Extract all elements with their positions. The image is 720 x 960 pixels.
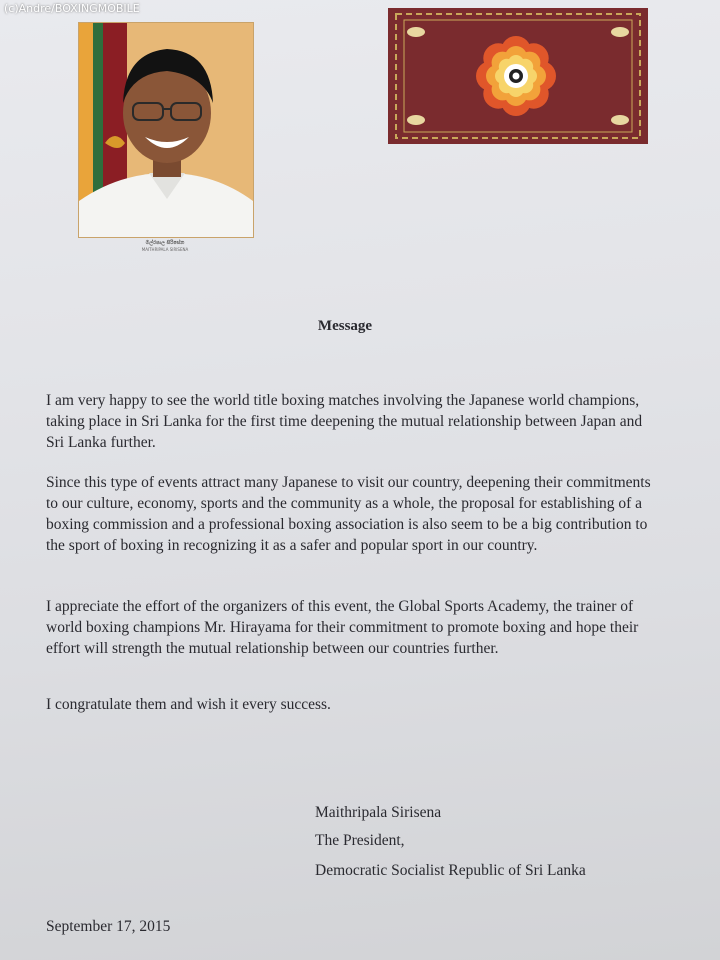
watermark-text: (c)Andre/BOXINGMOBILE — [4, 2, 140, 15]
caption-line: මල්රපාල සිරිසේන — [145, 240, 185, 246]
paragraph-4: I congratulate them and wish it every success. — [46, 696, 331, 713]
letter-date: September 17, 2015 — [46, 918, 171, 935]
paragraph-1: I am very happy to see the world title boxing matches involving the Japanese world champions, taking place in Sri Lanka for the first time deepening the mutual relationship between Japan and Sri Lanka further. — [46, 392, 643, 451]
paragraph-3: I appreciate the effort of the organizers of this event, the Global Sports Academy, the trainer of world boxing champions Mr. Hirayama for their commitment to promote boxing and hope their effort will strength the mutual relationship between our countries further. — [46, 598, 639, 657]
signature-name: Maithripala Sirisena — [315, 804, 442, 821]
president-portrait — [78, 22, 254, 238]
presidential-emblem — [388, 8, 648, 144]
message-heading: Message — [317, 318, 373, 334]
paragraph-2: Since this type of events attract many Japanese to visit our country, deepening their commitments to our culture, economy, sports and the community as a whole, the proposal for establishing of a boxing commission and a professional boxing association is also seem to be a big contribution to the sport of boxing in recognizing it as a safer and popular sport in our country. — [46, 474, 651, 554]
caption-line: MAITHRIPALA SIRISENA — [141, 247, 189, 252]
signature-country: Democratic Socialist Republic of Sri Lanka — [315, 862, 586, 879]
portrait-caption — [110, 240, 220, 253]
signature-title: The President, — [315, 832, 405, 849]
